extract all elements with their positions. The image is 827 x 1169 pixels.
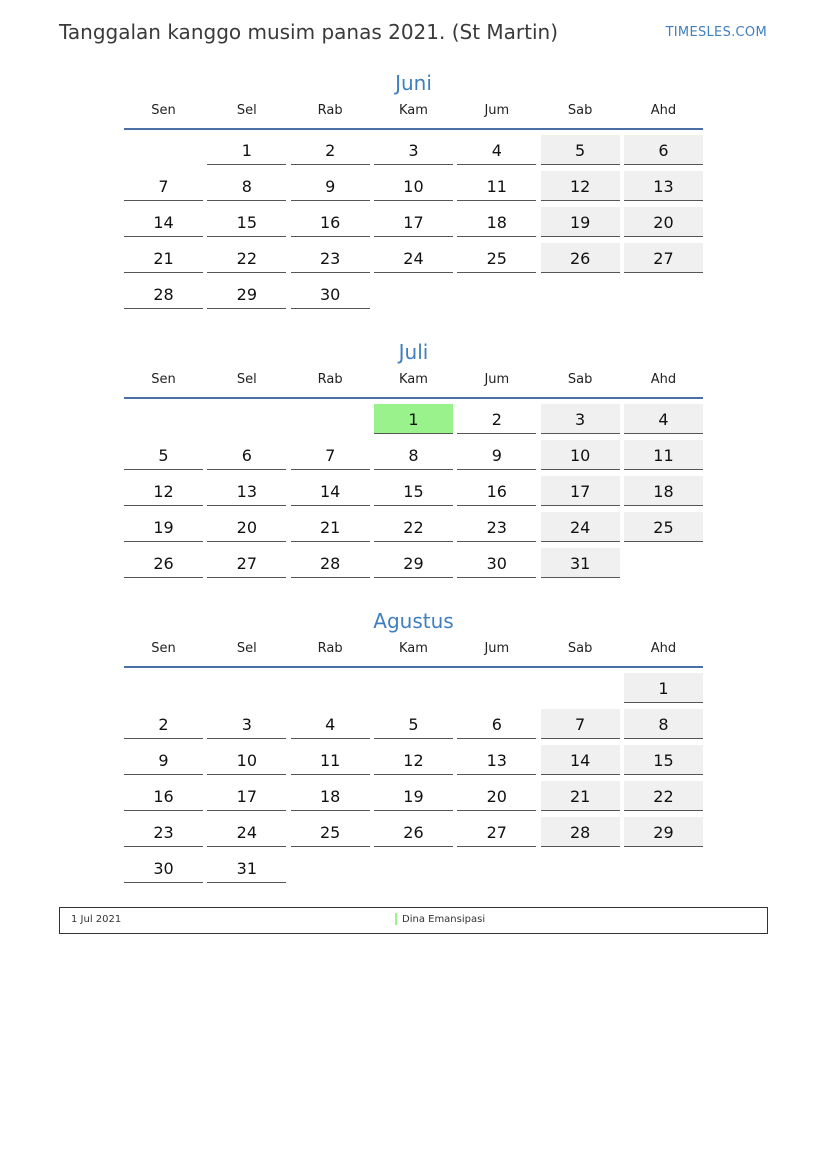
weekday-label: Kam xyxy=(399,372,428,387)
day-cell: 17 xyxy=(374,207,453,237)
day-cell: 19 xyxy=(374,781,453,811)
day-cell: 30 xyxy=(124,853,203,883)
day-cell: 27 xyxy=(624,243,703,273)
day-cell: 15 xyxy=(624,745,703,775)
day-cell: 26 xyxy=(374,817,453,847)
day-cell: 12 xyxy=(124,476,203,506)
day-cell: 18 xyxy=(457,207,536,237)
month-title: Juni xyxy=(395,71,432,95)
day-cell: 18 xyxy=(624,476,703,506)
weekday-label: Kam xyxy=(399,641,428,656)
day-cell: 15 xyxy=(207,207,286,237)
day-blank xyxy=(207,404,286,433)
holiday-color-marker xyxy=(395,913,397,925)
weekday-label: Kam xyxy=(399,103,428,118)
day-grid xyxy=(124,404,703,578)
day-cell: 21 xyxy=(291,512,370,542)
day-cell: 26 xyxy=(541,243,620,273)
day-cell: 11 xyxy=(457,171,536,201)
day-cell: 27 xyxy=(207,548,286,578)
weekday-label: Jum xyxy=(484,372,510,387)
day-cell: 22 xyxy=(207,243,286,273)
day-blank xyxy=(207,673,286,702)
day-blank xyxy=(541,673,620,702)
weekday-label: Rab xyxy=(317,372,343,387)
day-cell: 5 xyxy=(374,709,453,739)
day-cell: 16 xyxy=(124,781,203,811)
day-cell: 25 xyxy=(291,817,370,847)
day-cell: 13 xyxy=(207,476,286,506)
day-cell: 20 xyxy=(457,781,536,811)
day-blank xyxy=(124,673,203,702)
weekday-label: Sab xyxy=(567,103,593,118)
day-cell: 27 xyxy=(457,817,536,847)
day-cell: 14 xyxy=(541,745,620,775)
day-cell: 28 xyxy=(124,279,203,309)
day-cell: 23 xyxy=(457,512,536,542)
weekday-header xyxy=(124,103,703,130)
day-cell: 9 xyxy=(124,745,203,775)
day-cell: 2 xyxy=(291,135,370,165)
weekday-label: Sab xyxy=(567,641,593,656)
day-cell: 28 xyxy=(541,817,620,847)
day-cell: 9 xyxy=(457,440,536,470)
day-cell: 11 xyxy=(291,745,370,775)
day-cell: 1 xyxy=(374,404,453,434)
day-cell: 31 xyxy=(207,853,286,883)
day-cell: 7 xyxy=(541,709,620,739)
day-cell: 20 xyxy=(207,512,286,542)
day-cell: 9 xyxy=(291,171,370,201)
day-cell: 23 xyxy=(291,243,370,273)
month-july xyxy=(124,338,703,578)
day-cell: 24 xyxy=(374,243,453,273)
day-cell: 17 xyxy=(207,781,286,811)
day-cell: 29 xyxy=(207,279,286,309)
day-cell: 13 xyxy=(457,745,536,775)
day-cell: 12 xyxy=(374,745,453,775)
day-cell: 30 xyxy=(291,279,370,309)
day-cell: 5 xyxy=(541,135,620,165)
day-cell: 8 xyxy=(207,171,286,201)
month-title: Agustus xyxy=(373,609,454,633)
weekday-label: Sel xyxy=(236,641,257,656)
day-cell: 3 xyxy=(374,135,453,165)
weekday-label: Sen xyxy=(151,372,176,387)
day-cell: 21 xyxy=(541,781,620,811)
day-cell: 2 xyxy=(457,404,536,434)
day-cell: 22 xyxy=(624,781,703,811)
day-cell: 24 xyxy=(541,512,620,542)
weekday-header xyxy=(124,372,703,399)
day-cell: 25 xyxy=(624,512,703,542)
day-grid xyxy=(124,673,703,883)
holiday-legend xyxy=(59,907,768,934)
day-cell: 6 xyxy=(457,709,536,739)
day-cell: 26 xyxy=(124,548,203,578)
day-cell: 22 xyxy=(374,512,453,542)
day-cell: 25 xyxy=(457,243,536,273)
day-cell: 14 xyxy=(291,476,370,506)
day-blank xyxy=(374,673,453,702)
day-blank xyxy=(291,673,370,702)
page-title: Tanggalan kanggo musim panas 2021. (St Martin) xyxy=(59,20,559,44)
day-cell: 12 xyxy=(541,171,620,201)
weekday-label: Sen xyxy=(151,103,176,118)
day-cell: 10 xyxy=(207,745,286,775)
day-cell: 3 xyxy=(541,404,620,434)
day-cell: 31 xyxy=(541,548,620,578)
day-cell: 8 xyxy=(624,709,703,739)
day-cell: 16 xyxy=(457,476,536,506)
day-blank xyxy=(124,135,203,164)
site-link[interactable]: TIMESLES.COM xyxy=(665,25,767,40)
day-cell: 24 xyxy=(207,817,286,847)
day-cell: 21 xyxy=(124,243,203,273)
weekday-label: Ahd xyxy=(650,372,677,387)
weekday-header xyxy=(124,641,703,668)
weekday-label: Ahd xyxy=(650,103,677,118)
day-cell: 5 xyxy=(124,440,203,470)
day-cell: 20 xyxy=(624,207,703,237)
day-cell: 10 xyxy=(374,171,453,201)
weekday-label: Sel xyxy=(236,372,257,387)
weekday-label: Sen xyxy=(151,641,176,656)
day-cell: 11 xyxy=(624,440,703,470)
day-cell: 4 xyxy=(291,709,370,739)
day-cell: 29 xyxy=(374,548,453,578)
day-cell: 23 xyxy=(124,817,203,847)
weekday-label: Rab xyxy=(317,103,343,118)
weekday-label: Sel xyxy=(236,103,257,118)
day-cell: 19 xyxy=(124,512,203,542)
month-june xyxy=(124,69,703,309)
weekday-label: Jum xyxy=(484,641,510,656)
day-cell: 16 xyxy=(291,207,370,237)
day-cell: 7 xyxy=(124,171,203,201)
day-cell: 15 xyxy=(374,476,453,506)
day-cell: 6 xyxy=(207,440,286,470)
day-cell: 30 xyxy=(457,548,536,578)
day-cell: 1 xyxy=(624,673,703,703)
day-cell: 18 xyxy=(291,781,370,811)
day-blank xyxy=(124,404,203,433)
weekday-label: Jum xyxy=(484,103,510,118)
day-cell: 19 xyxy=(541,207,620,237)
weekday-label: Rab xyxy=(317,641,343,656)
day-blank xyxy=(457,673,536,702)
month-august xyxy=(124,607,703,883)
day-cell: 4 xyxy=(457,135,536,165)
day-cell: 2 xyxy=(124,709,203,739)
day-cell: 13 xyxy=(624,171,703,201)
month-title: Juli xyxy=(398,340,429,364)
day-cell: 7 xyxy=(291,440,370,470)
day-cell: 8 xyxy=(374,440,453,470)
holiday-date: 1 Jul 2021 xyxy=(71,914,122,925)
day-cell: 4 xyxy=(624,404,703,434)
day-cell: 10 xyxy=(541,440,620,470)
day-grid xyxy=(124,135,703,309)
holiday-name: Dina Emansipasi xyxy=(402,914,486,925)
day-cell: 29 xyxy=(624,817,703,847)
weekday-label: Sab xyxy=(567,372,593,387)
day-cell: 28 xyxy=(291,548,370,578)
day-blank xyxy=(291,404,370,433)
day-cell: 3 xyxy=(207,709,286,739)
day-cell: 6 xyxy=(624,135,703,165)
day-cell: 17 xyxy=(541,476,620,506)
weekday-label: Ahd xyxy=(650,641,677,656)
day-cell: 14 xyxy=(124,207,203,237)
day-cell: 1 xyxy=(207,135,286,165)
